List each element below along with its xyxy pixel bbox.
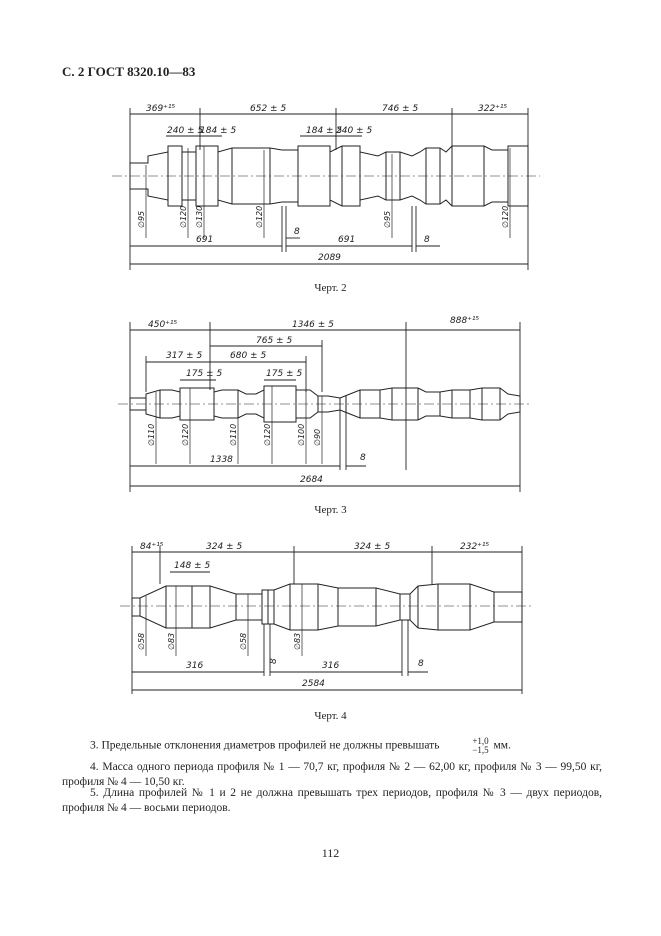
fig3-dim-1338: 1338 (210, 455, 233, 465)
fig4-dia-83a: ∅83 (167, 632, 176, 650)
figure-2-caption: Черт. 2 (314, 282, 347, 294)
fig3-dim-2684: 2684 (300, 475, 323, 485)
fig2-dim-240b: 240 ± 5 (336, 126, 373, 136)
fig4-dim-316a: 316 (186, 661, 204, 671)
fig2-dia-120a: ∅120 (179, 205, 188, 228)
fig2-dim-691b: 691 (338, 235, 356, 245)
fig3-dia-100: ∅100 (297, 423, 306, 446)
fig2-dim-369: 369⁺¹⁵ (146, 104, 176, 114)
figure-2-drawing (0, 96, 661, 276)
fig2-dim-746: 746 ± 5 (382, 104, 419, 114)
fig3-dim-450: 450⁺¹⁵ (148, 320, 178, 330)
fig4-dim-8a: 8 (269, 658, 279, 664)
figure-3-caption: Черт. 3 (314, 504, 347, 516)
fig2-dia-95a: ∅95 (137, 210, 146, 228)
fig3-dia-90: ∅90 (313, 428, 322, 446)
fig4-dim-8b: 8 (418, 659, 424, 669)
fig3-dim-317: 317 ± 5 (166, 351, 203, 361)
fig4-dim-324b: 324 ± 5 (354, 542, 391, 552)
fig4-dim-232: 232⁺¹⁵ (460, 542, 490, 552)
figure-4-drawing (0, 536, 661, 702)
figure-3-drawing (0, 312, 661, 498)
fig2-dim-691a: 691 (196, 235, 214, 245)
fig4-dim-84: 84⁺¹⁵ (140, 542, 164, 552)
fig2-dim-8b: 8 (424, 235, 430, 245)
paragraph-4: 4. Масса одного периода профиля № 1 — 70,7 кг, профиля № 2 — 62,00 кг, профиля № 3 — 99,50 кг, профиля № 4 — 10,50 кг. (62, 761, 602, 788)
fig3-dim-1346: 1346 ± 5 (292, 320, 334, 330)
fig3-dim-680: 680 ± 5 (230, 351, 267, 361)
paragraph-5: 5. Длина профилей № 1 и 2 не должна превышать трех периодов, профиля № 3 — двух периодов, профиля № 4 — восьми периодов. (62, 787, 602, 814)
paragraph-3-unit: мм. (493, 739, 511, 752)
fig3-dia-120a: ∅120 (181, 423, 190, 446)
fig2-dia-95b: ∅95 (383, 210, 392, 228)
fig2-dim-652: 652 ± 5 (250, 104, 287, 114)
fig2-dim-184b: 184 ± 5 (306, 126, 343, 136)
page-number: 112 (321, 846, 340, 860)
fig3-dim-8: 8 (360, 453, 366, 463)
tolerance-fraction (444, 737, 488, 755)
fig4-dim-316b: 316 (322, 661, 340, 671)
fig2-dia-130: ∅130 (195, 205, 204, 228)
fig4-dim-2584: 2584 (302, 679, 325, 689)
fig3-dim-888: 888⁺¹⁵ (450, 316, 480, 326)
fig2-dia-120b: ∅120 (255, 205, 264, 228)
fig2-dim-322: 322⁺¹⁵ (478, 104, 508, 114)
fig4-dia-58b: ∅58 (239, 632, 248, 650)
fig3-dia-120b: ∅120 (263, 423, 272, 446)
fig2-dia-120c: ∅120 (501, 205, 510, 228)
tolerance-lower: −1,5 (472, 745, 489, 755)
fig3-dia-110a: ∅110 (147, 423, 156, 446)
fig2-dim-184a: 184 ± 5 (200, 126, 237, 136)
paragraph-3-text: 3. Предельные отклонения диаметров профилей не должны превышать (90, 739, 440, 752)
fig3-dia-110b: ∅110 (229, 423, 238, 446)
fig3-dim-175b: 175 ± 5 (266, 369, 303, 379)
fig4-dia-83b: ∅83 (293, 632, 302, 650)
fig4-dim-148: 148 ± 5 (174, 561, 211, 571)
fig2-dim-240a: 240 ± 5 (167, 126, 204, 136)
fig3-dim-765: 765 ± 5 (256, 336, 293, 346)
fig3-dim-175a: 175 ± 5 (186, 369, 223, 379)
fig2-dim-8a: 8 (294, 227, 300, 237)
tolerance-upper: +1,0 (472, 736, 489, 746)
paragraph-3 (62, 737, 602, 755)
fig4-dia-58a: ∅58 (137, 632, 146, 650)
fig4-dim-324a: 324 ± 5 (206, 542, 243, 552)
figure-4-caption: Черт. 4 (314, 710, 347, 722)
fig2-dim-2089: 2089 (318, 253, 341, 263)
page-header: С. 2 ГОСТ 8320.10—83 (62, 64, 196, 79)
